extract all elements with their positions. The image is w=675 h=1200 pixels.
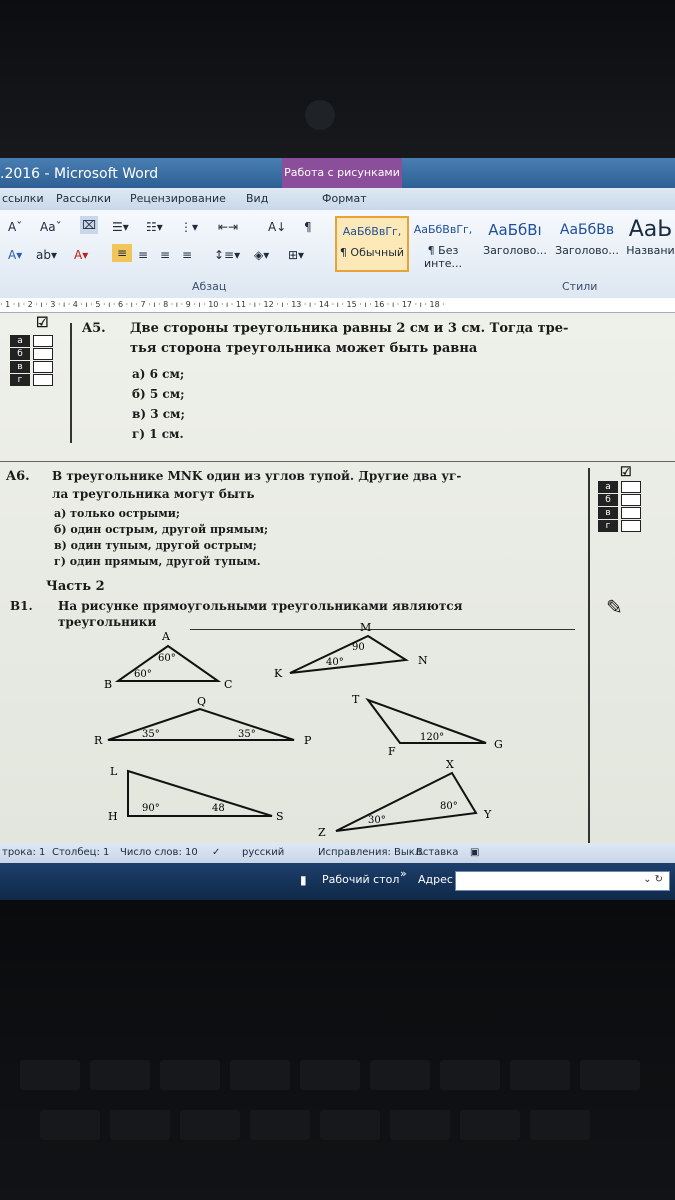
angle-y: 80°	[440, 801, 458, 812]
ribbon-tabs	[0, 188, 675, 210]
angle-h: 90°	[142, 803, 160, 814]
keyboard-key	[20, 1060, 80, 1090]
screen	[0, 158, 675, 900]
status-track-changes[interactable]: Исправления: Выкл.	[318, 847, 425, 858]
keyboard-key	[580, 1060, 640, 1090]
triangle-tfg	[352, 693, 503, 758]
status-insert-mode[interactable]: Вставка	[416, 847, 459, 858]
triangle-mnk	[274, 621, 428, 680]
label-q: Q	[197, 695, 207, 708]
angle-b: 60°	[134, 669, 152, 680]
answer-letter: а	[10, 335, 30, 347]
label-b: B	[104, 678, 113, 691]
label-h: H	[108, 810, 118, 823]
angle-p: 35°	[238, 729, 256, 740]
status-column[interactable]: Столбец: 1	[52, 847, 110, 858]
a5-line2: тья сторона треугольника может быть равна	[130, 341, 478, 356]
angle-s: 48	[212, 803, 225, 814]
style-name: Заголово...	[555, 244, 619, 257]
taskbar	[0, 863, 675, 900]
style-name: Заголово...	[483, 244, 547, 257]
style-sample: АаЬ	[628, 217, 673, 242]
triangle-rqp	[94, 695, 312, 747]
grow-font-button[interactable]: Aˇ	[8, 220, 23, 234]
a5-option-b: б) 5 см;	[132, 387, 185, 401]
pencil-icon: ✎	[606, 595, 623, 619]
style-sample: АаБбВı	[488, 221, 542, 239]
a6-option-c: в) один тупым, другой острым;	[54, 539, 257, 552]
a6-option-b: б) один острым, другой прямым;	[54, 523, 269, 536]
angle-k: 40°	[326, 657, 344, 668]
highlight-icon[interactable]: ab▾	[36, 248, 57, 262]
align-left-icon[interactable]: ≡	[112, 244, 132, 262]
tab-view[interactable]: Вид	[246, 192, 269, 205]
taskbar-grip-icon: ▮	[300, 873, 307, 887]
tab-mailings[interactable]: Рассылки	[56, 192, 111, 205]
a5-number: A5.	[82, 321, 106, 336]
window-title: .2016 - Microsoft Word	[0, 166, 159, 182]
keyboard-key	[90, 1060, 150, 1090]
triangle-abc	[104, 630, 232, 691]
label-y: Y	[484, 808, 492, 821]
status-line[interactable]: трока: 1	[2, 847, 46, 858]
font-color-icon[interactable]: A▾	[74, 248, 89, 262]
style-sample: АаБбВвГг,	[413, 223, 473, 236]
a6-number: A6.	[6, 469, 30, 484]
keyboard-key	[40, 1110, 100, 1140]
checkbox-icon: ☑	[36, 315, 49, 331]
keyboard-key	[440, 1060, 500, 1090]
style-sample: АаБбВвГг,	[342, 225, 402, 238]
answer-letter: а	[598, 481, 618, 493]
indent-icon[interactable]: ⇤⇥	[218, 220, 239, 234]
label-t: T	[352, 693, 360, 706]
label-s: S	[276, 810, 284, 823]
triangle-lhs	[108, 765, 284, 823]
a6-line1: В треугольнике MNK один из углов тупой. Другие два уг-	[52, 469, 462, 483]
style-sample: АаБбВв	[559, 222, 615, 238]
a6-option-d: г) один прямым, другой тупым.	[54, 555, 261, 568]
label-c: C	[224, 678, 233, 691]
numbering-icon[interactable]: ☷▾	[146, 220, 163, 234]
text-effects-icon[interactable]: A▾	[8, 248, 23, 262]
angle-m: 90	[352, 642, 365, 653]
label-p: P	[304, 734, 312, 747]
keyboard-key	[160, 1060, 220, 1090]
line-spacing-icon[interactable]: ↕≡▾	[214, 248, 241, 262]
show-marks-icon[interactable]: ¶	[304, 220, 312, 234]
answer-letter: б	[598, 494, 618, 506]
a5-option-a: а) 6 см;	[132, 367, 185, 381]
clear-format-icon[interactable]: ⌧	[80, 216, 98, 234]
label-x: X	[446, 758, 454, 771]
macro-icon[interactable]: ▣	[470, 847, 480, 858]
checkbox-icon: ☑	[620, 465, 632, 480]
status-word-count[interactable]: Число слов: 10	[120, 847, 198, 858]
b1-line1: На рисунке прямоугольными треугольниками являются	[58, 599, 463, 613]
label-a: A	[162, 630, 170, 643]
keyboard-key	[320, 1110, 380, 1140]
laptop-bezel-top	[0, 0, 675, 160]
align-center-icon[interactable]: ≡	[138, 248, 149, 262]
title-bar	[0, 158, 675, 188]
triangle-xzy	[318, 758, 492, 839]
label-r: R	[94, 734, 103, 747]
answer-letter: г	[10, 374, 30, 386]
laptop-bezel-bottom	[0, 900, 675, 1200]
style-name: ¶ Обычный	[339, 246, 405, 259]
part2-heading: Часть 2	[46, 579, 105, 594]
address-label: Адрес	[418, 873, 453, 886]
justify-icon[interactable]: ≡	[182, 248, 193, 262]
keyboard-key	[180, 1110, 240, 1140]
webcam	[305, 100, 335, 130]
angle-a: 60°	[158, 653, 176, 664]
align-right-icon[interactable]: ≡	[160, 248, 171, 262]
angle-r: 35°	[142, 729, 160, 740]
spellcheck-icon[interactable]: ✓	[212, 847, 221, 858]
style-no-spacing[interactable]	[408, 216, 478, 268]
contextual-tab-picture-tools[interactable]: Работа с рисунками	[282, 158, 402, 188]
styles-group-label: Стили	[562, 280, 598, 293]
change-case-button[interactable]: Aaˇ	[40, 220, 62, 234]
keyboard-key	[390, 1110, 450, 1140]
style-name: ¶ Без инте...	[423, 244, 462, 270]
style-heading-1[interactable]	[480, 216, 550, 268]
label-m: M	[360, 621, 372, 634]
ribbon	[0, 210, 675, 299]
style-title[interactable]	[626, 216, 675, 268]
tab-review[interactable]: Рецензирование	[130, 192, 226, 205]
document-area	[0, 313, 675, 843]
sort-icon[interactable]: A↓	[268, 220, 287, 234]
b1-line2: треугольники	[58, 615, 157, 629]
multilevel-list-icon[interactable]: ⋮▾	[180, 220, 199, 234]
style-name: Названи	[626, 244, 675, 257]
horizontal-ruler[interactable]: · 1 · ı · 2 · ı · 3 · ı · 4 · ı · 5 · ı · 6 · ı · 7 · ı · 8 · ı · 9 · ı · 10 · ı · 11 · ı · 12 · ı · 13 · ı · 14 · ı · 15 · ı · 16 · ı · 17 · ı · 18 ·	[0, 298, 675, 313]
keyboard-key	[300, 1060, 360, 1090]
answer-letter: в	[598, 507, 618, 519]
tab-references[interactable]: ссылки	[2, 192, 44, 205]
paragraph-group-label: Абзац	[192, 280, 227, 293]
label-n: N	[418, 654, 428, 667]
keyboard-key	[370, 1060, 430, 1090]
status-language[interactable]: русский	[242, 847, 285, 858]
a5-option-d: г) 1 см.	[132, 427, 184, 441]
label-l: L	[110, 765, 118, 778]
angle-z: 30°	[368, 815, 386, 826]
label-k: K	[274, 667, 283, 680]
shading-icon[interactable]: ◈▾	[254, 248, 270, 262]
borders-icon[interactable]: ⊞▾	[288, 248, 305, 262]
style-normal[interactable]	[335, 216, 409, 272]
label-f: F	[388, 745, 396, 758]
keyboard-key	[530, 1110, 590, 1140]
style-heading-2[interactable]	[552, 216, 622, 268]
keyboard-key	[110, 1110, 170, 1140]
status-bar	[0, 843, 675, 863]
keyboard-key	[250, 1110, 310, 1140]
answer-letter: в	[10, 361, 30, 373]
tab-format[interactable]: Формат	[322, 192, 367, 205]
dropdown-icon[interactable]: ⌄ ↻	[643, 874, 663, 885]
angle-f: 120°	[420, 732, 445, 743]
chevron-icon[interactable]: »	[400, 867, 407, 880]
b1-number: B1.	[10, 599, 33, 613]
desktop-toolbar[interactable]: Рабочий стол	[322, 873, 400, 886]
keyboard-key	[230, 1060, 290, 1090]
a5-line1: Две стороны треугольника равны 2 см и 3 см. Тогда тре-	[130, 321, 569, 336]
answer-letter: б	[10, 348, 30, 360]
keyboard-key	[460, 1110, 520, 1140]
a6-line2: ла треугольника могут быть	[52, 487, 255, 501]
address-input[interactable]	[455, 871, 670, 891]
keyboard-key	[510, 1060, 570, 1090]
a5-option-c: в) 3 см;	[132, 407, 185, 421]
label-z: Z	[318, 826, 326, 839]
a6-option-a: а) только острыми;	[54, 507, 180, 520]
answer-letter: г	[598, 520, 618, 532]
triangles-figure	[0, 313, 675, 843]
bullets-icon[interactable]: ☰▾	[112, 220, 129, 234]
label-g: G	[494, 738, 503, 751]
